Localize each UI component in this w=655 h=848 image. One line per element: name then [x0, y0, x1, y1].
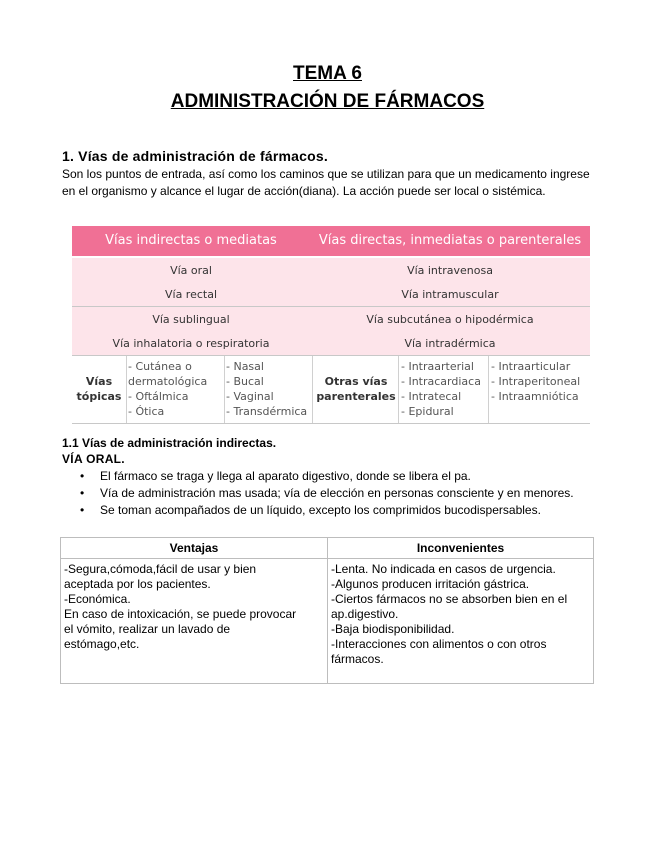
- routes-cell: Vía oral: [170, 264, 212, 277]
- parenteral-col2: - Intraarticular - Intraperitoneal - Intraamniótica: [491, 360, 581, 403]
- section1-heading: 1. Vías de administración de fármacos.: [62, 148, 328, 164]
- bullet-icon: •: [80, 469, 85, 483]
- document-title-line2: ADMINISTRACIÓN DE FÁRMACOS: [170, 91, 485, 112]
- routes-cell: Vía rectal: [164, 288, 218, 301]
- routes-cell: Vía intradérmica: [404, 337, 496, 350]
- list-item: • Vía de administración mas usada; vía de elección en personas consciente y en menores.: [80, 486, 574, 500]
- ventajas-header: Ventajas: [169, 541, 219, 555]
- column-separator: [224, 356, 225, 423]
- routes-table-header: [72, 226, 590, 256]
- topical-label: Vías tópicas: [76, 375, 122, 403]
- routes-row: [72, 331, 590, 355]
- column-separator: [398, 356, 399, 423]
- routes-row: [72, 282, 590, 306]
- inconvenientes-cell: -Lenta. No indicada en casos de urgencia. -Algunos producen irritación gástrica. -Ciertos fármacos no se absorben bien en el ap.digestivo. -Baja biodisponibilidad. -Interacciones con alimentos o con otros fármacos.: [331, 562, 568, 666]
- oral-route-bullets: [62, 468, 592, 519]
- routes-row: [72, 307, 590, 331]
- routes-header-direct: Vías directas, inmediatas o parenterales: [318, 233, 582, 248]
- column-separator: [488, 356, 489, 423]
- topical-col1: - Cutánea o dermatológica - Oftálmica - Ótica: [128, 360, 208, 418]
- parenteral-col1: - Intraarterial - Intracardiaca - Intratecal - Epidural: [401, 360, 481, 418]
- routes-row: [72, 258, 590, 282]
- topical-col2: - Nasal - Bucal - Vaginal - Transdérmica: [226, 360, 308, 418]
- routes-cell: Vía intramuscular: [401, 288, 499, 301]
- inconvenientes-header: Inconvenientes: [416, 541, 505, 555]
- bullet-icon: •: [80, 486, 85, 500]
- routes-header-indirect: Vías indirectas o mediatas: [105, 233, 277, 248]
- list-item: • Se toman acompañados de un líquido, excepto los comprimidos bucodispersables.: [80, 503, 541, 517]
- routes-cell: Vía sublingual: [152, 313, 230, 326]
- routes-cell: Vía inhalatoria o respiratoria: [112, 337, 270, 350]
- bullet-icon: •: [80, 503, 85, 517]
- routes-cell: Vía subcutánea o hipodérmica: [366, 313, 534, 326]
- list-item: • El fármaco se traga y llega al aparato digestivo, donde se libera el pa.: [80, 469, 471, 483]
- section1-intro: Son los puntos de entrada, así como los caminos que se utilizan para que un medicamento ingrese en el organismo y alcance el lugar de acción(diana). La acción puede ser local o sistémica.: [62, 167, 590, 198]
- column-separator: [312, 356, 313, 423]
- ventajas-cell: -Segura,cómoda,fácil de usar y bien aceptada por los pacientes. -Económica. En caso de intoxicación, se puede provocar el vómito, realizar un lavado de estómago,etc.: [64, 562, 297, 651]
- oral-route-subheading: VÍA ORAL.: [62, 452, 125, 466]
- section1-1-heading: 1.1 Vías de administración indirectas.: [62, 436, 277, 450]
- routes-other-block: [72, 356, 590, 423]
- routes-cell: Vía intravenosa: [407, 264, 493, 277]
- pros-cons-table: [60, 537, 594, 684]
- routes-table-bottom-border: [72, 423, 590, 424]
- table-column-divider: [327, 538, 328, 683]
- column-separator: [126, 356, 127, 423]
- parenteral-label: Otras vías parenterales: [316, 375, 396, 403]
- document-title-line1: TEMA 6: [293, 63, 362, 84]
